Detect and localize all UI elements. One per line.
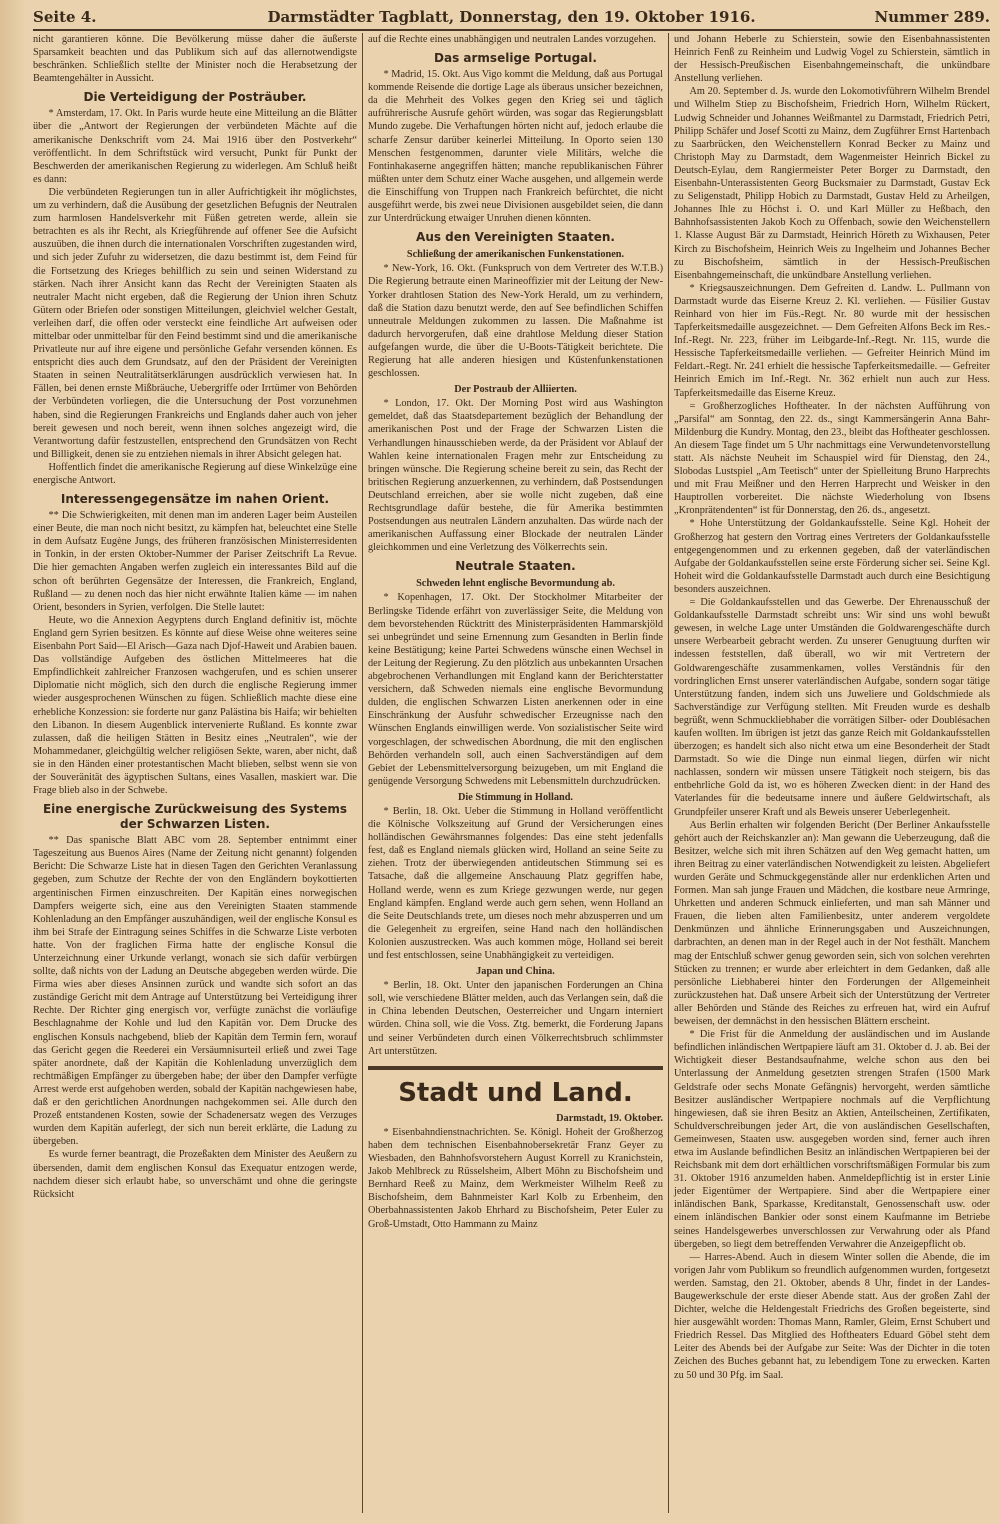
article-paragraph: * Kopenhagen, 17. Okt. Der Stockholmer Mitarbeiter der Berlingske Tidende erfährt von zuverlässiger Seite, die Meldung von dem bevorstehenden Rücktritt des Ministerpräsidenten Hammarskjöld sei unbegründet und seine Ernennung zum Gesandten in Berlin finde keine Bestätigung; keine Partei Schwedens wünsche einen Wechsel in der Leitung der Regierung. Zu den plötzlich aus unbekannten Ursachen abgebrochenen Verhandlungen mit England kann der Berichterstatter versichern, daß Schweden niemals eine englische Bevormundung dulden, die englischen Schwarzen Listen anerkennen oder in eine Einschränkung der Ausfuhr schwedischer Erzeugnisse nach den Wünschen Englands einwilligen werde. Von sozialistischer Seite wird vorgeschlagen, der schwedischen Abordnung, die mit den englischen Behörden verhandeln soll, auch einen Sachverständigen auf dem Gebiet der Lebensmittelversorgung beizugeben, um mit England die genügende Versorgung Schwedens mit Lebensmitteln durchzudrücken. (368, 592, 663, 787)
page-header (33, 8, 990, 28)
article-headline: Aus den Vereinigten Staaten. (416, 230, 615, 245)
column-divider (362, 33, 363, 1513)
article-paragraph: * Hohe Unterstützung der Goldankaufsstelle. Seine Kgl. Hoheit der Großherzog hat gestern den Vortrag eines Vertreters der Goldankaufsstelle entgegengenommen und zu erkennen gegeben, daß der vaterländischen Aufgabe der Goldankaufsstellen seine erste Förderung sicher sei. Seine Kgl. Hoheit wird die Goldankaufsstelle Darmstadt auch durch eine Besichtigung besonders auszeichnen. (674, 518, 990, 595)
article-subheadline: Die Stimmung in Holland. (457, 791, 573, 803)
article-subheadline: Schließung der amerikanischen Funkenstationen. (406, 249, 625, 261)
page-edge-shadow (0, 0, 26, 1524)
page-number: Seite 4. (33, 8, 97, 26)
column-divider (668, 33, 669, 1513)
article-paragraph: * Eisenbahndienstnachrichten. Se. Königl. Hoheit der Großherzog haben dem technischen Eisenbahnobersekretär Franz Geyer zu Wiesbaden, den Bahnhofsvorstehern August Korrell zu Kranichstein, Jakob Mehlbreck zu Rüsselsheim, Albert Möhn zu Bischofsheim und Bernhard Reeß zu Mainz, dem Werkmeister Wilhelm Reeß zu Bischofsheim, dem Bahnmeister Karl Kolb zu Erbenheim, den Oberbahnassistenten Jakob Ehrhard zu Bischofsheim, Peter Euler zu Groß-Umstadt, Otto Hammann zu Mainz (368, 1126, 663, 1230)
article-paragraph: = Großherzogliches Hoftheater. In der nächsten Aufführung von „Parsifal“ am Sonntag, den 22. ds., singt Kammersängerin Anna Bahr-Mildenburg die Kundry. Montag, den 23., bleibt das Hoftheater geschlossen. An diesem Tage findet um 5 Uhr nachmittags eine Verwundetenvorstellung statt. Als nächste Neuheit im Schauspiel wird für Dienstag, den 24., Slobodas Lustspiel „Am Teetisch“ unter der Spielleitung Bruno Harprechts und mit Frau Meißner und den Herren Harprecht und Weisker in den Hauptrollen vorbereitet. Die nächste Wiederholung von Ibsens „Kronprätendenten“ ist für Donnerstag, den 26. ds., angesetzt. (674, 400, 990, 517)
article-paragraph: Es wurde ferner beantragt, die Prozeßakten dem Minister des Aeußern zu übersenden, damit dem englischen Konsul das Exequatur entzogen werde, nachdem dieser sich erlaubt habe, so unverschämt und ohne die geringste Rücksicht (33, 1149, 357, 1200)
article-subheadline: Schweden lehnt englische Bevormundung ab. (416, 578, 615, 590)
dateline: Darmstadt, 19. Oktober. (556, 1112, 663, 1124)
article-subheadline: Der Postraub der Alliierten. (454, 384, 577, 396)
article-paragraph: * Die Frist für die Anmeldung der ausländischen und im Auslande befindlichen inländischen Wertpapiere läuft am 31. Oktober d. J. ab. Bei der Wichtigkeit dieser Bestandsaufnahme, welche schon aus den bei Unterlassung der Anmeldung gesetzten strengen Strafen (1500 Mark Geldstrafe oder sechs Monate Gefängnis) hervorgeht, werden sämtliche Besitzer ausländischer Wertpapiere nochmals auf die Verpflichtung hingewiesen, daß sie ihren Besitz an Aktien, Anteilscheinen, Zertifikaten, Schuldverschreibungen jeder Art, die von ausländischen Gesellschaften, Gemeinwesen, Staaten usw. ausgegeben worden sind, ferner auch ihren etwa im Auslande befindlichen Besitz an inländischen Wertpapieren bei der Reichsbank mit dem dort erhältlichen vorschriftsmäßigen Formular bis zum 31. Oktober 1916 anzumelden haben. Anmeldepflichtig ist in erster Linie jeder Eigentümer der Wertpapiere. Sind aber die Wertpapiere einer inländischen Bank, Sparkasse, Kreditanstalt, Genossenschaft usw. oder einem inländischen Bankier oder sonst einem Kaufmanne im Betriebe seines Handelsgewerbes unverschlossen zur Verwahrung oder als Pfand übergeben, so liegt dem betreffenden Verwahrer die Anzeigepflicht ob. (674, 1029, 990, 1250)
column-1 (33, 33, 357, 1201)
article-headline: Eine energische Zurückweisung des Systems der Schwarzen Listen. (42, 802, 348, 832)
article-paragraph: ** Das spanische Blatt ABC vom 28. September entnimmt einer Tageszeitung aus Buenos Aires (Name der Zeitung nicht genannt) folgenden Bericht: Die Schwarze Liste hat in diesen Tagen den Gerichten Veranlassung gegeben, zum Schutze der Rechte der von den Engländern boykottierten argentinischen Firmen einzuschreiten. Der Kapitän eines norwegischen Dampfers weigerte sich, eine aus den Vereinigten Staaten stammende Kohlenladung an den Empfänger auszuhändigen, weil der englische Konsul es ihm bei Strafe der Eintragung seines Schiffes in die Schwarze Liste verboten hatte. Von der fraglichen Firma hatte der englische Konsul die Unterzeichnung einer Urkunde verlangt, wonach sie sich dafür verbürgen sollte, daß nichts von der Ladung an Deutsche abgegeben werden würde. Die Firma wies aber dieses Ansinnen zurück und wandte sich sofort an das zuständige Gericht mit dem Antrage auf Unterstützung bei Verteidigung ihrer Rechte. Der Richter ging energisch vor, verfügte zunächst die vorläufige Beschlagnahme der Kohle und lud den Kapitän vor. Dem Drucke des englischen Konsuls nachgebend, blieb der Kapitän dem Termin fern, worauf das Gericht gegen die Reederei ein Versäumnisurteil erließ und zwei Tage später anordnete, daß der Kapitän die Kohlenladung unverzüglich dem rechtmäßigen Empfänger zu übergeben habe; der über den Dampfer verfügte Arrest werde erst aufgehoben werden, sobald der Kapitän nachgewiesen habe, daß er den gerichtlichen Anordnungen nachgekommen sei. Alle durch den Prozeß entstandenen Kosten, sowie der Schadenersatz wegen des Verzuges wurden dem Kapitän auferlegt, der sich nun bereit erklärte, die Ladung zu übergeben. (33, 835, 357, 1148)
article-paragraph: * New-York, 16. Okt. (Funkspruch von dem Vertreter des W.T.B.) Die Regierung betraute einen Marineoffizier mit der Leitung der New-Yorker drahtlosen Station des New-York Herald, um zu verhindern, daß die Station dazu benutzt werde, den auf See befindlichen Schiffen unneutrale Meldungen zukommen zu lassen. Die Maßnahme ist dadurch hervorgerufen, daß eine drahtlose Meldung dieser Station aufgefangen wurde, die über die U-Boots-Tätigkeit berichtete. Die Regierung hat alle anderen hiesigen und Küstenfunkenstationen geschlossen. (368, 263, 663, 380)
article-paragraph: * Berlin, 18. Okt. Unter den japanischen Forderungen an China soll, wie verschiedene Blätter melden, auch das Verlangen sein, daß die in China lebenden Deutschen, Oesterreicher und Ungarn interniert würden. China soll, wie die Voss. Ztg. bemerkt, die Forderung Japans und seiner Verbündeten durch einen Völkerrechtsbruch schlimmster Art unterstützen. (368, 980, 663, 1057)
article-subheadline: Japan und China. (476, 966, 555, 978)
article-headline: Die Verteidigung der Posträuber. (83, 90, 307, 105)
column-3 (674, 33, 990, 1382)
article-headline: Neutrale Staaten. (455, 559, 576, 574)
article-headline: Das armselige Portugal. (434, 51, 597, 66)
article-paragraph: * Kriegsauszeichnungen. Dem Gefreiten d. Landw. L. Pullmann von Darmstadt wurde das Eiserne Kreuz 2. Kl. verliehen. — Füsilier Gustav Reinhard von hier im Füs.-Regt. Nr. 80 wurde mit der hessischen Tapferkeitsmedaille ausgezeichnet. — Dem Gefreiten Alfons Beck im Res.-Inf.-Regt. Nr. 223, früher im Leibgarde-Inf.-Regt. Nr. 115, wurde die Hessische Tapferkeitsmedaille verliehen. — Gefreiter Heinrich Münd im Feldart.-Regt. Nr. 241 erhielt die hessische Tapferkeitsmedaille. — Gefreiter Heinrich Emich im Inf.-Regt. Nr. 362 erhielt nun auch zur Hess. Tapferkeitsmedaille das Eiserne Kreuz. (674, 282, 990, 399)
continued-paragraph: und Johann Heberle zu Schierstein, sowie den Eisenbahnassistenten Heinrich Fenß zu Reinheim und Ludwig Vogel zu Schierstein, sämtlich in der Hessisch-Preußischen Eisenbahngemeinschaft, die unkündbare Anstellung verliehen. (674, 34, 990, 85)
article-headline: Interessengegensätze im nahen Orient. (60, 492, 330, 507)
article-paragraph: ** Die Schwierigkeiten, mit denen man im anderen Lager beim Austeilen einer Beute, die man noch nicht besitzt, zu kämpfen hat, beleuchtet eine Stelle in dem Aufsatz Eugène Jungs, des früheren französischen Ministerresidenten in Tonkin, in der ersten Oktober-Nummer der Pariser Zeitschrift La Revue. Die hier gemachten Angaben werfen zugleich ein interessantes Bild auf die schon oft berührten Gegensätze der Interessen, die Frankreich, England, Rußland — zu denen noch das hier nicht erwähnte Italien käme — im nahen Orient, besonders in Syrien, verfolgen. Die Stelle lautet: (33, 510, 357, 613)
column-2 (368, 33, 663, 1231)
article-paragraph: * Madrid, 15. Okt. Aus Vigo kommt die Meldung, daß aus Portugal kommende Reisende die dortige Lage als überaus unsicher bezeichnen, da die Mehrheit des Volkes gegen den Krieg sei und täglich aufrührerische Ausrufe gehört würden, was sogar das Regierungsblatt Mundo zugebe. Die Verhaftungen hörten nicht auf, jedoch erlaube die scharfe Zensur darüber keinerlei Mitteilung. In Oporto seien 130 Menschen festgenommen, darunter viele Militärs, welche die Fontinhakaserne angegriffen hätten; manche republikanischen Führer müßten unter dem Schutz einer Wache ausgehen, und allgemein werde die Einschiffung von Truppen nach Frankreich befürchtet, die nicht ausgeführt werde, bis zwei neue Divisionen ausgebildet seien, die dann zur Unterdrückung etwaiger Unruhen dienen könnten. (368, 69, 663, 225)
issue-number: Nummer 289. (874, 8, 990, 26)
article-paragraph: = Die Goldankaufsstellen und das Gewerbe. Der Ehrenausschuß der Goldankaufsstelle Darmstadt schreibt uns: Wir sind uns wohl bewußt gewesen, in welche Lage unter Umständen die Goldwarengeschäfte durch unsere Werbearbeit gebracht werden. Zu unserer Genugtuung durften wir indessen feststellen, daß überall, wo wir mit Vertretern der Goldwarengeschäfte zusammenkamen, volles Verständnis für den vordringlichen Ernst unserer vaterländischen Aufgabe, sondern sogar tätige Unterstützung fanden, indem sich uns Juweliere und Goldschmiede als Sachverständige zur Verfügung stellten. Mit Freuden wurde es deshalb begrüßt, wenn Schmuckliebhaber die vorrätigen Silber- oder Doublésachen kaufen wollten. Im übrigen ist jetzt das ganze Reich mit Goldankaufsstellen überzogen; es handelt sich also nicht etwa um eine Besonderheit der Stadt Darmstadt. So wie die Dinge nun einmal liegen, dürfen wir nicht nachlassen, sondern wir müssen unsere Tätigkeit noch steigern, bis das entbehrliche Gold da ist, wo es höheren Zwecken dient: in der Hand des Vaterlandes für die bedeutsame innere und äußere Geldwirtschaft, als Grundpfeiler unserer Kraft und als Beweis unserer Ueberlegenheit. (674, 597, 990, 818)
article-paragraph: Am 20. September d. Js. wurde den Lokomotivführern Wilhelm Brendel und Wilhelm Stiep zu Bischofsheim, Friedrich Horn, Wilhelm Rückert, Ludwig Schneider und Johannes Weißmantel zu Darmstadt, Friedrich Petri, Philipp Schäfer und Josef Scotti zu Mainz, dem Zugführer Ernst Hartenbach zu Saarbrücken, den Weichenstellern Konrad Becker zu Mainz und Christoph May zu Darmstadt, dem Wagenmeister Heinrich Bickel zu Deutsch-Eylau, dem Rangiermeister Peter Borger zu Darmstadt, den Eisenbahn-Unterassistenten Georg Bucksmaier zu Darmstadt, Gustav Eck zu Seligenstadt, Philipp Hobich zu Darmstadt, Gustav Held zu Arheilgen, Johannes Ihle zu Höchst i. O. und Karl Müller zu Heßbach, den Bahnhofsassistenten Jakob Koch zu Offenbach, sowie den Weichenstellern 1. Klasse August Bär zu Darmstadt, Heinrich Höreth zu Wixhausen, Peter Kirch zu Bischofsheim, Heinrich Weis zu Ingelheim und Johannes Becher zu Bischofsheim, sämtlich in der Hessisch-Preußischen Eisenbahngemeinschaft, die unkündbare Anstellung verliehen. (674, 86, 990, 281)
continued-paragraph: auf die Rechte eines unabhängigen und neutralen Landes vorzugehen. (368, 34, 656, 45)
continued-paragraph: nicht garantieren könne. Die Bevölkerung müsse daher die äußerste Sparsamkeit beachten und das Publikum sich auf das allernotwendigste beschränken. Schließlich stellte der Minister noch die Herabsetzung der Beamtengehälter in Aussicht. (33, 34, 357, 85)
article-paragraph: — Harres-Abend. Auch in diesem Winter sollen die Abende, die im vorigen Jahr vom Publikum so freundlich aufgenommen wurden, fortgesetzt werden. Samstag, den 21. Oktober, abends 8 Uhr, findet in der Landes-Baugewerkschule der erste dieser Abende statt. Aus der großen Zahl der Dichter, welche die Heldengestalt Friedrichs des Großen begeisterte, sind hier ausgewählt worden: Thomas Mann, Ramler, Gleim, Ernst Schubert und Friedrich Ressel. Das Mitglied des Hoftheaters Eduard Göbel steht dem Leiter des Abends bei der Aufgabe zur Seite: Was der Dichter in die toten Zeichen des Buches gebannt hat, zu lebendigem Tone zu erwecken. Karten zu 50 und 30 Pfg. im Saal. (674, 1251, 990, 1381)
section-title: Stadt und Land. (368, 1066, 663, 1108)
article-paragraph: Heute, wo die Annexion Aegyptens durch England definitiv ist, möchte England gern Syrien besitzen. Es könnte auf diese Weise ohne weiteres seine Eisenbahn Port Said—El Arisch—Gaza nach Djof-Haweit und Arabien bauen. Das vollständige Aufgeben des östlichen Mittelmeeres hat die Empfindlichkeit zahlreicher Franzosen wachgerufen, und es schien unserer Diplomatie nicht möglich, sich den durch die englische Regierung immer wieder ausgesprochenen Wünschen zu fügen. Schließlich machte diese eine erhebliche Konzession: sie forderte nur ganz Palästina bis Haifa; wir behielten den Libanon. In diesem Augenblick intervenierte Rußland. Es konnte zwar zulassen, daß die heiligen Stätten in Besitz eines „Neutralen“, wie der Mohammedaner, gleichgültig welcher religiösen Sekte, waren, aber nicht, daß sie in den Händen einer protestantischen Macht blieben, selbst wenn sie von der Souveränität des ägyptischen Sultans, eines Vasallen, maskiert war. Die Frage blieb also in der Schwebe. (33, 614, 357, 797)
newspaper-title-date: Darmstädter Tagblatt, Donnerstag, den 19. Oktober 1916. (267, 8, 756, 26)
article-paragraph: * Berlin, 18. Okt. Ueber die Stimmung in Holland veröffentlicht die Kölnische Volkszeitung auf Grund der Versicherungen eines holländischen Gewährsmannes folgendes: Das eine steht jedenfalls fest, daß es England niemals glücken wird, Holland an seine Seite zu ziehen. Trotz der überwiegenden antideutschen Stimmung sei es Tatsache, daß die allgemeine Anschauung Platz gegriffen habe, Holland werde, wenn es zum Kriege gezwungen werde, nur gegen England kämpfen. England werde auch gern sehen, wenn Holland an die Seite Deutschlands trete, um dieses noch mehr abzusperren und um die Gelegenheit zu ergreifen, seine Hand nach den holländischen Kolonien auszustrecken. Was auch kommen möge, Holland sei bereit und fest entschlossen, seine Unabhängigkeit zu verteidigen. (368, 805, 663, 961)
article-paragraph: Aus Berlin erhalten wir folgenden Bericht (Der Berliner Ankaufsstelle gehört auch der Reichskanzler an): Man gewann die Ueberzeugung, daß die Besitzer, welche sich mit ihren Schätzen auf den Weg gemacht hatten, um ihren Beitrag zu einer vaterländischen Notwendigkeit zu leisten. Abgeliefert wurden Geräte und Schmuckgegenstände aller nur erdenklichen Arten und Formen. Man sah junge Frauen und Mädchen, die kostbare neue Armringe, Uhrketten und anderen Schmuck einlieferten, und man sah Männer und Frauen, die lieben alten Familienbesitz, unter anderem vergoldete Denkmünzen und ähnliche Erinnerungsgaben und Auszeichnungen, darbrachten, an denen man in der Regel auch in der Not festhält. Manchem mag der Entschluß schwer genug geworden sein, sich von solchen verehrten Stücken zu trennen; er wurde aber erleichtert in dem Gedanken, daß alle persönliche Liebhaberei hinter den Forderungen der Allgemeinheit zurückzustehen hat. Daß unsere Arbeit sich der Unterstützung der Vertreter aller Behörden und Stände des Reiches zu erfreuen hat, wird ein Aufruf beweisen, der demnächst in den hessischen Blättern erscheint. (674, 819, 990, 1028)
header-rule (33, 29, 990, 31)
article-paragraph: * London, 17. Okt. Der Morning Post wird aus Washington gemeldet, daß das Staatsdepartement bezüglich der Behandlung der amerikanischen Post und der Frage der Schwarzen Listen die Verhandlungen hinausschieben werde, da der Präsident vor Ablauf der Wahlen keine internationalen Fragen mehr zur Entscheidung zu bringen wünsche. Die Regierung scheine bereit zu sein, das Recht der britischen Regierung anzuerkennen, zu verhindern, daß Postsendungen Deutschland erreichen, aber sie wolle nicht zugeben, daß eine Rechtsgrundlage dafür bestehe, die für Amerika bestimmten Postsendungen aus neutralen Ländern anzuhalten. Das würde nach der amerikanischen Auffassung einer Blockade der neutralen Länder gleichkommen und eine Verletzung des Völkerrechts sein. (368, 398, 663, 554)
article-paragraph: * Amsterdam, 17. Okt. In Paris wurde heute eine Mitteilung an die Blätter über die „Antwort der Regierungen der verbündeten Mächte auf die amerikanische Denkschrift vom 24. Mai 1916 über den Postverkehr“ veröffentlicht. In dem Schriftstück wird versucht, Punkt für Punkt der Beschwerden der amerikanischen Regierung zu widerlegen. Am Schluß heißt es dann: (33, 108, 357, 185)
article-paragraph: Hoffentlich findet die amerikanische Regierung auf diese Winkelzüge eine energische Antwort. (33, 461, 357, 486)
article-paragraph: Die verbündeten Regierungen tun in aller Aufrichtigkeit ihr möglichstes, um zu verhindern, daß die Ausübung der gesetzlichen Befugnis der Neutralen zum harmlosen Handelsverkehr mit Füßen getreten werde, allein sie betrachten es als ihr Recht, als Kriegführende auf offener See die Aufsicht auszuüben, die ihnen durch die internationalen Vorschriften zugestanden wird, und sich jeder Zufuhr zu widersetzen, die dazu bestimmt ist, dem Feind für die Fortsetzung des Krieges behilflich zu sein und seinen Widerstand zu stärken. Nach ihrer Ansicht kann das Recht der Vereinigten Staaten als neutraler Macht nicht ergeben, daß die Regierung der Union ihren Schutz Gütern oder Briefen oder sonstigen Mitteilungen, gleichviel welcher Gestalt, verleihen darf, die offen oder versteckt eine feindliche Art aufweisen oder mittelbar oder unmittelbar für den Feind bestimmt sind und die amerikanische Privatleute nur auf ihre eigene und persönliche Gefahr versenden können. Es entspricht dies auch dem Grundsatz, auf den der Präsident der Vereinigten Staaten in seinen Neutralitätserklärungen ausdrücklich verwiesen hat. In Fällen, bei denen ernste Mißbräuche, Uebergriffe oder Irrtümer von Behörden der Verbündeten vorliegen, die die Untersuchung der Post vorzunehmen haben, sind die Regierungen Frankreichs und Englands daher auch von jeher bereit gewesen und noch bereit, wenn ihnen solches angezeigt wird, die Verantwortung dafür festzustellen, entsprechend den Grundsätzen von Recht und Billigkeit, denen sie zu entziehen niemals in ihrer Absicht gelegen hat. (33, 186, 357, 460)
